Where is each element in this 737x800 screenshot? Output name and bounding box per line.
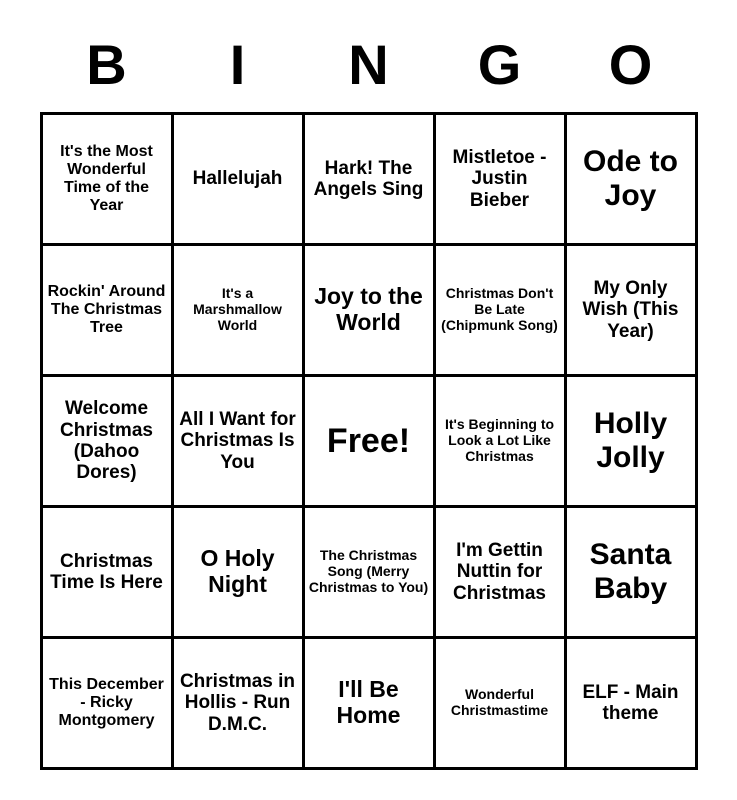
bingo-cell[interactable] <box>172 507 303 638</box>
bingo-cell-label: My Only Wish (This Year) <box>582 278 679 342</box>
bingo-cell[interactable] <box>434 376 565 507</box>
bingo-row <box>41 638 696 769</box>
bingo-cell-label: Ode to Joy <box>583 145 678 212</box>
bingo-grid <box>40 112 698 770</box>
bingo-cell-label: Free! <box>326 421 411 460</box>
header-letter-b: B <box>86 33 127 96</box>
bingo-cell[interactable] <box>303 245 434 376</box>
bingo-cell[interactable] <box>172 114 303 245</box>
bingo-cell-label: Santa Baby <box>589 538 672 605</box>
bingo-cell-label: All I Want for Christmas Is You <box>179 409 296 473</box>
bingo-cell-label: It's a Marshmallow World <box>193 285 282 333</box>
bingo-cell[interactable] <box>565 376 696 507</box>
header-letter-g: G <box>477 33 522 96</box>
bingo-cell-label: Welcome Christmas (Dahoo Dores) <box>60 398 153 484</box>
bingo-cell-label: Christmas Time Is Here <box>50 550 163 593</box>
bingo-cell[interactable] <box>565 114 696 245</box>
bingo-cell-label: The Christmas Song (Merry Christmas to You) <box>308 547 429 595</box>
bingo-cell[interactable] <box>303 114 434 245</box>
bingo-row <box>41 114 696 245</box>
bingo-cell[interactable] <box>41 114 172 245</box>
bingo-cell-label: Holly Jolly <box>593 407 668 474</box>
bingo-cell-label: It's the Most Wonderful Time of the Year <box>60 143 153 214</box>
bingo-cell[interactable] <box>565 638 696 769</box>
bingo-cell[interactable] <box>41 507 172 638</box>
bingo-cell-label: Hark! The Angels Sing <box>313 157 424 200</box>
bingo-cell-label: Mistletoe - Justin Bieber <box>452 147 547 211</box>
bingo-cell-label: I'll Be Home <box>336 676 401 728</box>
bingo-cell-label: It's Beginning to Look a Lot Like Christmas <box>444 416 555 464</box>
bingo-cell-label: Joy to the World <box>314 283 423 335</box>
bingo-cell-label: This December - Ricky Montgomery <box>49 676 164 729</box>
bingo-cell-label: Christmas Don't Be Late (Chipmunk Song) <box>441 285 558 333</box>
bingo-cell-label: O Holy Night <box>200 545 275 597</box>
bingo-cell[interactable] <box>565 245 696 376</box>
bingo-cell[interactable] <box>41 638 172 769</box>
bingo-cell-label: ELF - Main theme <box>582 681 679 724</box>
header-letter-i: I <box>229 33 246 96</box>
header-letter-o: O <box>608 33 653 96</box>
header-letter-n: N <box>348 33 389 96</box>
bingo-cell[interactable] <box>434 638 565 769</box>
bingo-cell[interactable] <box>434 245 565 376</box>
bingo-cell[interactable] <box>172 638 303 769</box>
bingo-row <box>41 507 696 638</box>
bingo-cell-label: Rockin' Around The Christmas Tree <box>47 283 166 336</box>
bingo-cell[interactable] <box>565 507 696 638</box>
bingo-cell[interactable] <box>434 114 565 245</box>
bingo-cell[interactable] <box>434 507 565 638</box>
bingo-cell[interactable] <box>41 245 172 376</box>
bingo-row <box>41 376 696 507</box>
bingo-cell[interactable] <box>303 638 434 769</box>
bingo-header <box>41 0 696 100</box>
bingo-cell[interactable] <box>303 507 434 638</box>
bingo-row <box>41 245 696 376</box>
bingo-cell-label: I'm Gettin Nuttin for Christmas <box>453 540 546 604</box>
bingo-cell[interactable] <box>41 376 172 507</box>
bingo-cell-label: Hallelujah <box>192 168 283 190</box>
bingo-cell[interactable] <box>172 376 303 507</box>
bingo-cell-free[interactable] <box>303 376 434 507</box>
bingo-cell-label: Wonderful Christmastime <box>450 686 549 718</box>
bingo-cell[interactable] <box>172 245 303 376</box>
bingo-cell-label: Christmas in Hollis - Run D.M.C. <box>179 671 296 735</box>
